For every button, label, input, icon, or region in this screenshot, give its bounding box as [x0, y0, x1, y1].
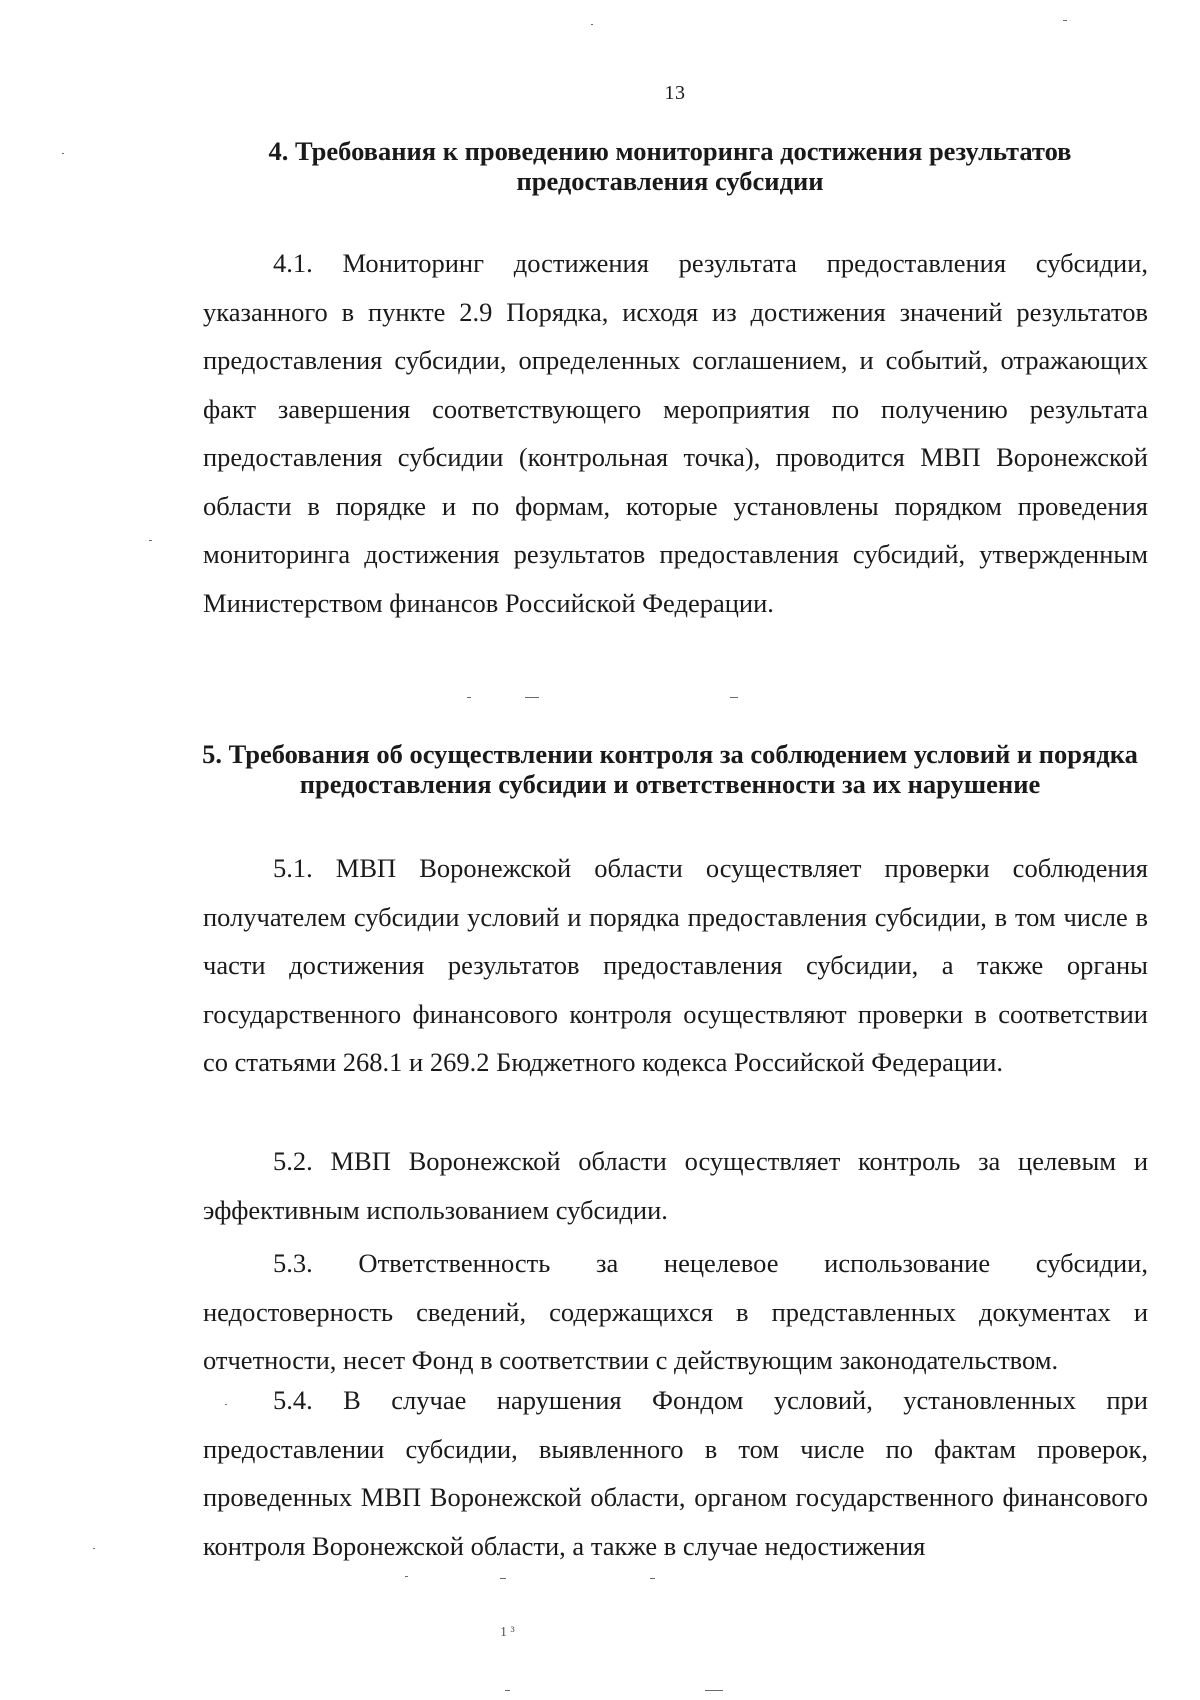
scan-speck: [705, 1690, 723, 1691]
section-5-heading: 5. Требования об осуществлении контроля за соблюдением условий и порядка предоставления субсидии и ответственности за их нарушение: [202, 739, 1138, 799]
page-number: 13: [664, 82, 686, 104]
footer-scan-mark: 1 ³: [500, 1625, 515, 1640]
paragraph-5-2: 5.2. МВП Воронежской области осуществляет контроль за целевым и эффективным использованием субсидии.: [203, 1146, 1148, 1225]
section-4-heading: 4. Требования к проведению мониторинга достижения результатов предоставления субсидии: [268, 136, 1072, 196]
scan-speck: [149, 540, 152, 541]
scan-speck: [467, 697, 471, 698]
scan-speck: [405, 1576, 408, 1577]
scan-speck: [500, 1578, 506, 1579]
scan-speck: [505, 1690, 510, 1691]
paragraph-5-1: 5.1. МВП Воронежской области осуществляет проверки соблюдения получателем субсидии условий и порядка предоставления субсидии, в том числе в части достижения результатов предоставления субсидии, а также органы государственного финансового контроля осуществляют проверки в соответствии со статьями 268.1 и 269.2 Бюджетного кодекса Российской Федерации.: [203, 853, 1148, 1077]
scan-speck: [93, 1548, 95, 1549]
paragraph-5-3: 5.3. Ответственность за нецелевое использование субсидии, недостоверность сведений, содержащихся в представленных документах и отчетности, несет Фонд в соответствии с действующим законодательством.: [203, 1248, 1148, 1375]
scan-speck: [591, 24, 593, 25]
scan-speck: [62, 153, 64, 154]
paragraph-5-4: 5.4. В случае нарушения Фондом условий, установленных при предоставлении субсидии, выявленного в том числе по фактам проверок, проведенных МВП Воронежской области, органом государственного финансового контроля Воронежской области, а также в случае недостижения: [203, 1385, 1148, 1561]
scan-speck: [1063, 20, 1067, 21]
scan-speck: [525, 697, 539, 698]
scan-speck: [225, 1404, 227, 1405]
scan-speck: [730, 697, 738, 698]
paragraph-4-1: 4.1. Мониторинг достижения результата предоставления субсидии, указанного в пункте 2.9 Порядка, исходя из достижения значений результатов предоставления субсидии, определенных соглашением, и событий, отражающих факт завершения соответствующего мероприятия по получению результата предоставления субсидии (контрольная точка), проводится МВП Воронежской области в порядке и по формам, которые установлены порядком проведения мониторинга достижения результатов предоставления субсидий, утвержденным Министерством финансов Российской Федерации.: [203, 248, 1148, 618]
scan-speck: [650, 1578, 655, 1579]
